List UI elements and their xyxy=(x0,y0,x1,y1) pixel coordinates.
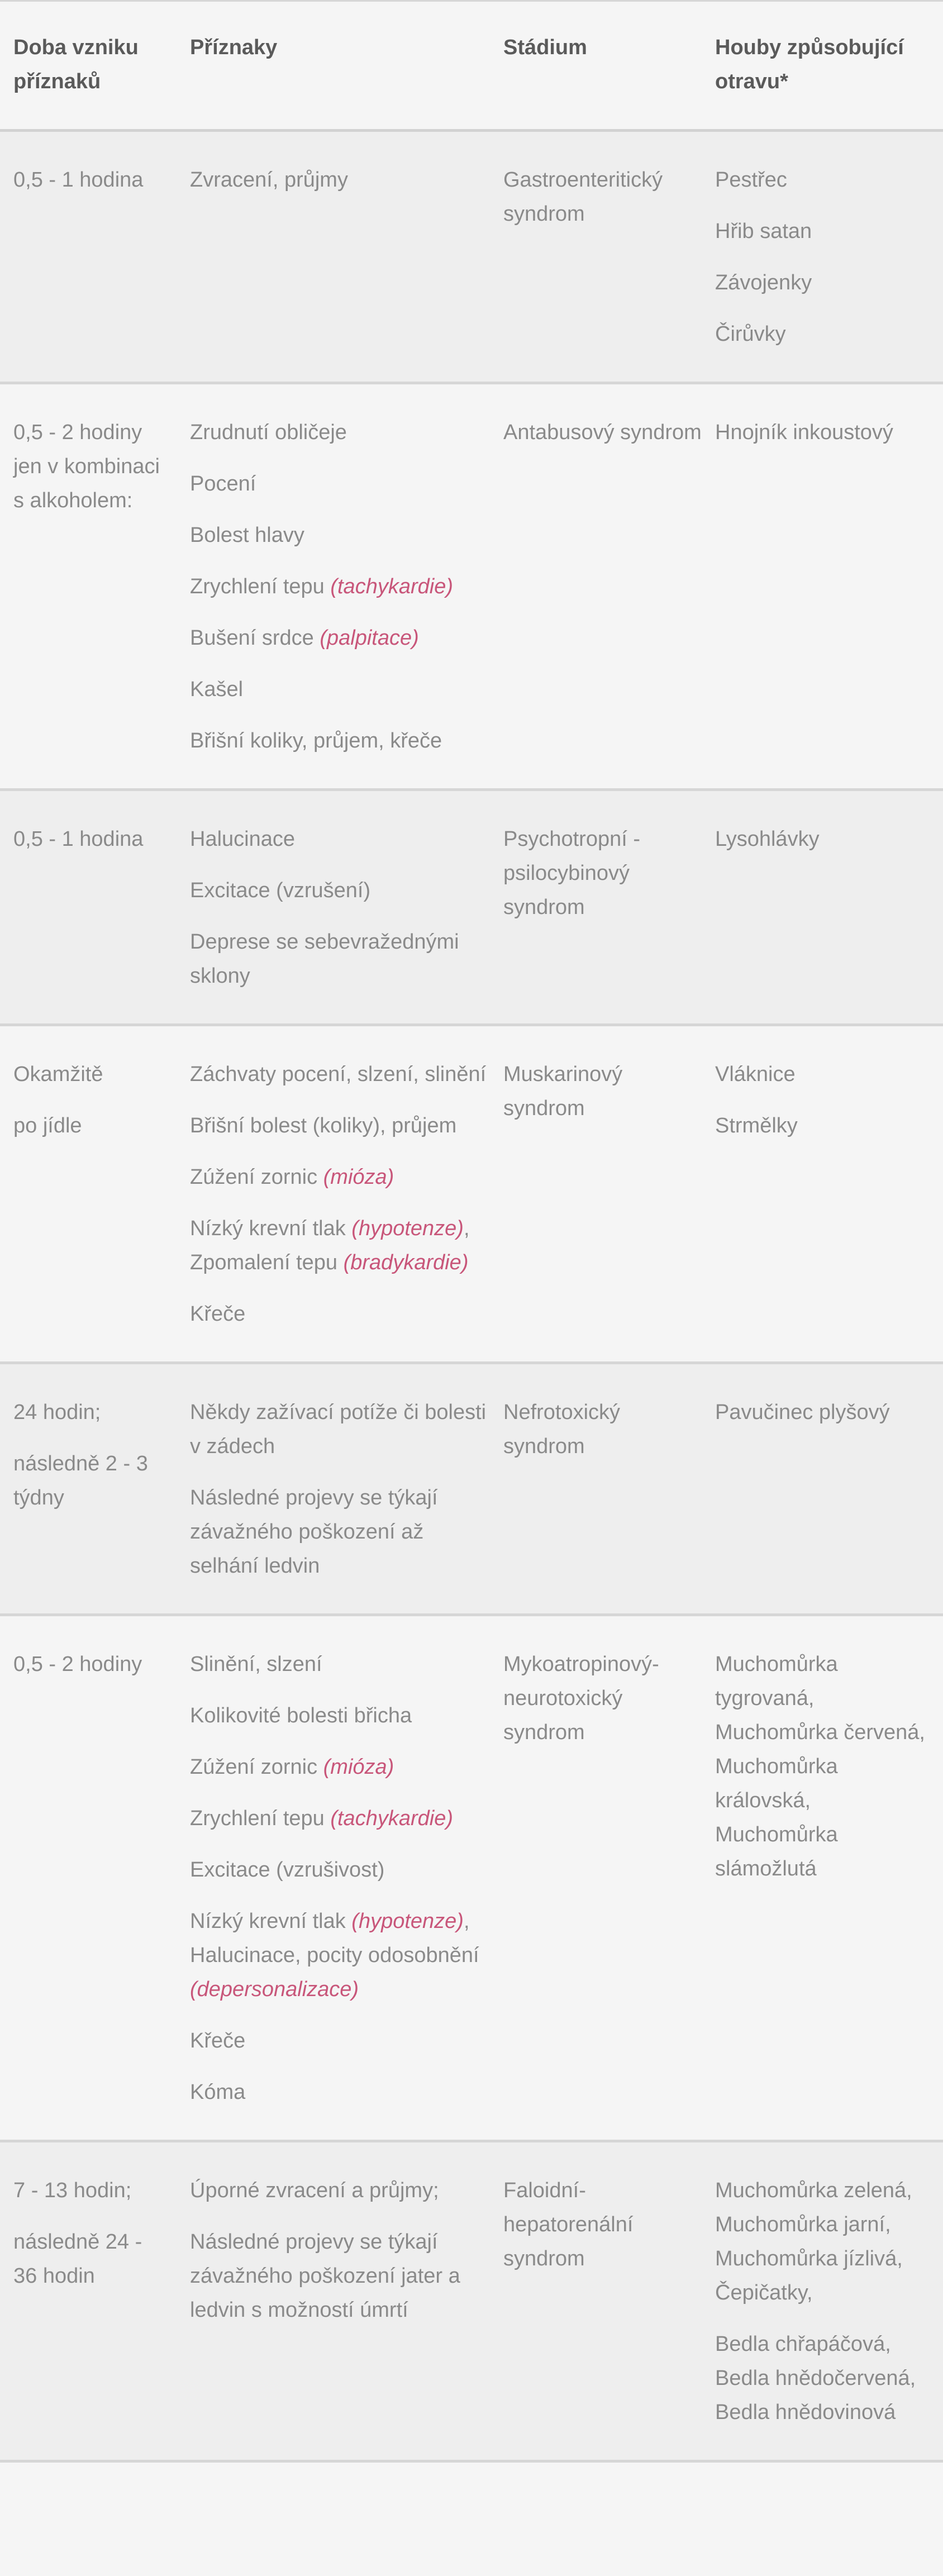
symptoms-cell xyxy=(178,383,503,790)
fungi-cell xyxy=(715,790,943,1025)
symptoms-cell xyxy=(178,1363,503,1615)
onset-time-cell xyxy=(0,1025,178,1363)
symptom-item xyxy=(190,1109,487,1143)
symptom-item xyxy=(190,2075,487,2110)
onset-time-text: 0,5 - 2 hodiny jen v kombinaci s alkoholem: xyxy=(13,421,160,512)
medical-term: (bradykardie) xyxy=(343,1251,469,1274)
stage-cell xyxy=(503,383,715,790)
symptom-item xyxy=(190,163,487,197)
header-symptoms: Příznaky xyxy=(190,36,278,59)
symptom-text: Deprese se sebevražednými sklony xyxy=(190,930,459,988)
table-row xyxy=(0,1615,943,2141)
stage-cell xyxy=(503,1615,715,2141)
symptom-item xyxy=(190,2024,487,2058)
symptom-text: Excitace (vzrušivost) xyxy=(190,1858,385,1882)
onset-time-text: 0,5 - 2 hodiny xyxy=(13,1653,142,1676)
symptom-item xyxy=(190,925,487,993)
symptom-item xyxy=(190,416,487,450)
symptom-text: Kolikovité bolesti břicha xyxy=(190,1704,412,1727)
fungi-cell xyxy=(715,1363,943,1615)
onset-time-cell xyxy=(0,131,178,383)
symptom-item xyxy=(190,724,487,758)
header-fungi: Houby způsobující otravu* xyxy=(715,36,904,93)
onset-time-cell xyxy=(0,383,178,790)
symptoms-cell xyxy=(178,131,503,383)
symptom-text: Kašel xyxy=(190,678,244,701)
table-row xyxy=(0,383,943,790)
medical-term: (palpitace) xyxy=(320,626,419,650)
onset-time-text: následně 2 - 3 týdny xyxy=(13,1452,148,1510)
symptom-text: Excitace (vzrušení) xyxy=(190,879,371,902)
symptom-item xyxy=(190,822,487,856)
symptom-item xyxy=(190,1699,487,1733)
medical-term: (hypotenze) xyxy=(351,1217,464,1240)
fungi-cell xyxy=(715,1615,943,2141)
fungus-name: Vláknice xyxy=(715,1063,796,1086)
header-onset-time: Doba vzniku příznaků xyxy=(13,36,139,93)
onset-time-cell xyxy=(0,1363,178,1615)
medical-term: (mióza) xyxy=(323,1165,394,1189)
symptom-item xyxy=(190,1212,487,1280)
onset-time-cell xyxy=(0,790,178,1025)
symptom-item xyxy=(190,1802,487,1836)
stage-cell xyxy=(503,1025,715,1363)
medical-term: (depersonalizace) xyxy=(190,1978,359,2001)
symptom-text: Zvracení, průjmy xyxy=(190,168,348,192)
onset-time-text: 7 - 13 hodin; xyxy=(13,2179,132,2202)
symptom-item xyxy=(190,874,487,908)
onset-time-cell xyxy=(0,1615,178,2141)
symptom-item xyxy=(190,1750,487,1784)
symptoms-cell xyxy=(178,1615,503,2141)
onset-time-text: 0,5 - 1 hodina xyxy=(13,827,144,851)
symptom-text: Bolest hlavy xyxy=(190,523,304,547)
symptoms-cell xyxy=(178,790,503,1025)
medical-term: (mióza) xyxy=(323,1755,394,1779)
symptoms-cell xyxy=(178,2141,503,2461)
symptom-item xyxy=(190,2174,487,2208)
stage-text: Psychotropní - psilocybinový syndrom xyxy=(503,827,640,919)
fungi-cell xyxy=(715,131,943,383)
fungi-cell xyxy=(715,2141,943,2461)
symptom-item xyxy=(190,518,487,553)
symptom-text: Zúžení zornic xyxy=(190,1165,323,1189)
symptom-text: Břišní koliky, průjem, křeče xyxy=(190,729,442,753)
onset-time-text: následně 24 - 36 hodin xyxy=(13,2230,142,2288)
stage-cell xyxy=(503,131,715,383)
fungus-name: Závojenky xyxy=(715,271,812,294)
medical-term: (tachykardie) xyxy=(330,1807,453,1830)
symptom-item xyxy=(190,570,487,604)
symptom-item xyxy=(190,621,487,655)
symptom-text: Zrychlení tepu xyxy=(190,575,331,598)
symptom-text: Nízký krevní tlak xyxy=(190,1910,352,1933)
symptom-item xyxy=(190,1297,487,1331)
symptom-text: Slinění, slzení xyxy=(190,1653,322,1676)
stage-text: Mykoatropinový-neurotoxický syndrom xyxy=(503,1653,659,1744)
symptom-item xyxy=(190,1481,487,1583)
fungus-name: Čirůvky xyxy=(715,322,786,346)
symptom-item xyxy=(190,1904,487,2007)
medical-term: (hypotenze) xyxy=(351,1910,464,1933)
stage-text: Antabusový syndrom xyxy=(503,421,702,444)
symptom-text: Záchvaty pocení, slzení, slinění xyxy=(190,1063,487,1086)
fungus-name: Bedla chřapáčová, Bedla hnědočervená, Bedla hnědovinová xyxy=(715,2332,916,2424)
fungus-name: Pavučinec plyšový xyxy=(715,1401,890,1424)
symptom-item xyxy=(190,1396,487,1464)
table-body xyxy=(0,131,943,2461)
onset-time-cell xyxy=(0,2141,178,2461)
stage-text: Gastroenteritický syndrom xyxy=(503,168,663,226)
fungus-name: Muchomůrka tygrovaná, Muchomůrka červená, Muchomůrka královská, Muchomůrka slámožlutá xyxy=(715,1653,925,1880)
fungus-name: Lysohlávky xyxy=(715,827,820,851)
symptom-text: Zúžení zornic xyxy=(190,1755,323,1779)
symptom-text: Břišní bolest (koliky), průjem xyxy=(190,1114,457,1137)
symptoms-cell xyxy=(178,1025,503,1363)
symptom-text: Zrychlení tepu xyxy=(190,1807,331,1830)
table-row xyxy=(0,1025,943,1363)
table-header-row xyxy=(0,1,943,131)
symptom-text: , Halucinace, pocity odosobnění xyxy=(190,1910,479,1967)
stage-text: Muskarinový syndrom xyxy=(503,1063,623,1120)
table-row xyxy=(0,131,943,383)
onset-time-text: 24 hodin; xyxy=(13,1401,101,1424)
symptom-text: Následné projevy se týkají závažného poškození jater a ledvin s možností úmrtí xyxy=(190,2230,460,2322)
symptom-item xyxy=(190,1853,487,1887)
stage-cell xyxy=(503,2141,715,2461)
stage-cell xyxy=(503,790,715,1025)
symptom-item xyxy=(190,1058,487,1092)
symptom-text: Někdy zažívací potíže či bolesti v zádech xyxy=(190,1401,487,1458)
stage-cell xyxy=(503,1363,715,1615)
symptom-text: Následné projevy se týkají závažného poškození až selhání ledvin xyxy=(190,1486,438,1578)
header-stage: Stádium xyxy=(503,36,587,59)
symptom-item xyxy=(190,1160,487,1194)
onset-time-text: po jídle xyxy=(13,1114,82,1137)
fungi-cell xyxy=(715,1025,943,1363)
table-row xyxy=(0,2141,943,2461)
table-row xyxy=(0,790,943,1025)
symptom-text: , Zpomalení tepu xyxy=(190,1217,470,1274)
onset-time-text: 0,5 - 1 hodina xyxy=(13,168,144,192)
symptom-text: Kóma xyxy=(190,2080,246,2104)
symptom-text: Pocení xyxy=(190,472,256,496)
fungus-name: Strmělky xyxy=(715,1114,798,1137)
fungus-name: Hnojník inkoustový xyxy=(715,421,893,444)
symptom-text: Bušení srdce xyxy=(190,626,320,650)
symptom-item xyxy=(190,673,487,707)
symptom-text: Halucinace xyxy=(190,827,295,851)
symptom-text: Křeče xyxy=(190,2029,246,2053)
symptom-item xyxy=(190,467,487,501)
onset-time-text: Okamžitě xyxy=(13,1063,103,1086)
medical-term: (tachykardie) xyxy=(330,575,453,598)
symptom-text: Křeče xyxy=(190,1302,246,1326)
symptom-item xyxy=(190,1648,487,1682)
stage-text: Nefrotoxický syndrom xyxy=(503,1401,621,1458)
symptom-text: Zrudnutí obličeje xyxy=(190,421,347,444)
fungus-name: Muchomůrka zelená, Muchomůrka jarní, Muchomůrka jízlivá, Čepičatky, xyxy=(715,2179,912,2304)
fungus-name: Hřib satan xyxy=(715,220,812,243)
symptom-text: Nízký krevní tlak xyxy=(190,1217,352,1240)
table-row xyxy=(0,1363,943,1615)
symptom-item xyxy=(190,2225,487,2327)
stage-text: Faloidní-hepatorenální syndrom xyxy=(503,2179,634,2270)
fungi-cell xyxy=(715,383,943,790)
symptom-text: Úporné zvracení a průjmy; xyxy=(190,2179,439,2202)
fungus-name: Pestřec xyxy=(715,168,787,192)
